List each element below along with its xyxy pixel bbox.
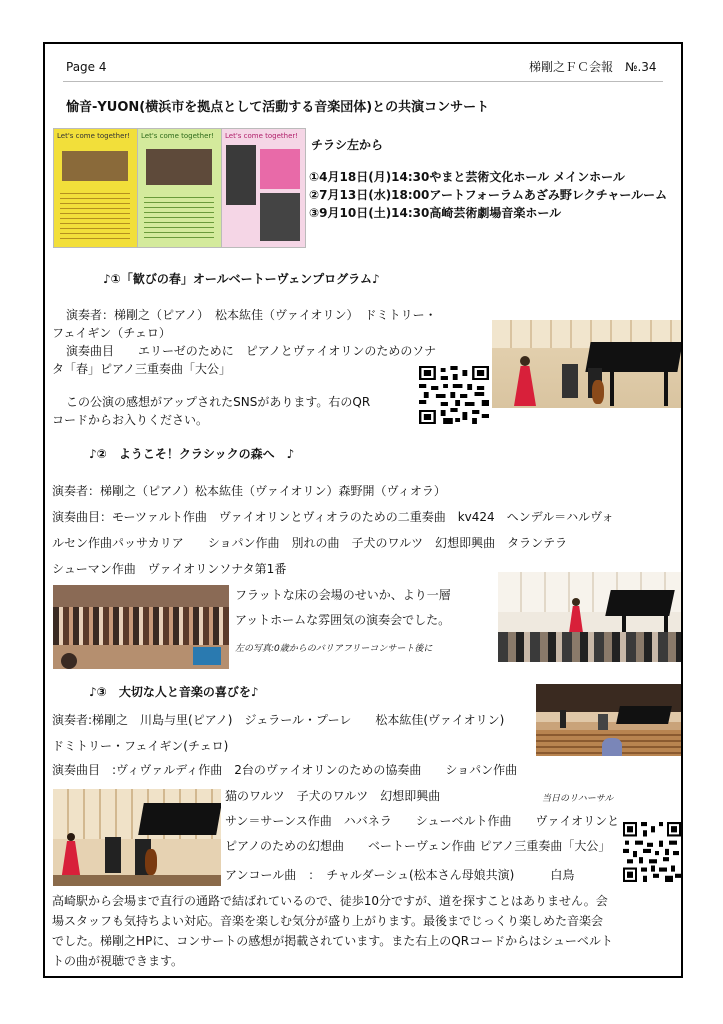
flyer-1-image: Let's come together!: [53, 128, 138, 248]
section-3-performers-cont: ドミトリー・フェイギン(チェロ): [52, 739, 229, 753]
closing-line-3: でした。梯剛之HPに、コンサートの感想が掲載されています。また右上のQRコードからはシューベルト: [52, 934, 613, 948]
section-1-performers-cont: フェイギン（チェロ）: [52, 326, 171, 340]
section-2-performers: 演奏者：梯剛之（ピアノ）松本紘佳（ヴァイオリン）森野開（ヴィオラ）: [52, 484, 446, 498]
rehearsal-caption: 当日のリハーサル: [542, 794, 614, 804]
trio-photo: [53, 789, 221, 886]
concert-date-3: ③9月10日(土)14:30高崎芸術劇場音楽ホール: [309, 206, 562, 220]
section-1-heading: ♪①「歓びの春」オールベートーヴェンプログラム♪: [103, 272, 380, 286]
closing-line-4: トの曲が視聴できます。: [52, 954, 184, 968]
concert-date-2: ②7月13日(水)18:00アートフォーラムあざみ野レクチャールーム: [309, 188, 668, 202]
section-3-encore: アンコール曲 ： チャルダーシュ(松本さん母娘共演) 白鳥: [225, 868, 575, 882]
flyer-2-image: Let's come together!: [137, 128, 222, 248]
section-1-program-cont: タ「春」ピアノ三重奏曲「大公」: [52, 362, 232, 376]
section-2-program-cont: ルセン作曲パッサカリア ショパン作曲 別れの曲 子犬のワルツ 幻想即興曲 タランテラ: [52, 536, 568, 550]
section-3-program-cont-3: ピアノのための幻想曲 ベートーヴェン作曲 ピアノ三重奏曲「大公」: [225, 839, 611, 853]
concert-photo-1: [492, 320, 681, 408]
section-3-program: 演奏曲目 :ヴィヴァルディ作曲 2台のヴァイオリンのための協奏曲 ショパン作曲: [52, 763, 518, 777]
section-2-note-cont: アットホームな雰囲気の演奏会でした。: [235, 613, 451, 627]
section-3-program-cont-2: サン＝サーンス作曲 ハバネラ シューベルト作曲 ヴァイオリンと: [225, 814, 620, 828]
qr-code-sns[interactable]: [419, 366, 489, 424]
section-2-program: 演奏曲目：モーツァルト作曲 ヴァイオリンとヴィオラのための二重奏曲 kv424 ヘンデル＝ハルヴォ: [52, 510, 614, 524]
section-2-heading: ♪② ようこそ！クラシックの森へ ♪: [89, 447, 295, 461]
audience-group-photo: [53, 585, 229, 669]
flyer-3-image: Let's come together!: [221, 128, 306, 248]
closing-line-1: 高崎駅から会場まで直行の通路で結ばれているので、徒歩10分ですが、道を探すことはありません。会: [52, 894, 608, 908]
section-3-heading: ♪③ 大切な人と音楽の喜びを♪: [89, 685, 259, 699]
page-number: Page 4: [66, 60, 107, 74]
header-divider: [63, 81, 663, 82]
qr-code-schubert[interactable]: [623, 822, 681, 882]
section-1-sns-note: この公演の感想がアップされたSNSがあります。右のQR: [66, 395, 371, 409]
audience-photo-caption: 左の写真:0歳からのバリアフリーコンサート後に: [235, 644, 433, 654]
section-1-performers: 演奏者：梯剛之（ピアノ） 松本紘佳（ヴァイオリン） ドミトリー・: [66, 308, 437, 322]
newsletter-title: 梯剛之ＦＣ会報 №.34: [529, 60, 657, 74]
concert-date-1: ①4月18日(月)14:30やまと芸術文化ホール メインホール: [309, 170, 625, 184]
closing-line-2: 場スタッフも気持ちよい対応。音楽を楽しむ気分が盛り上がります。最後までじっくり楽しめた音楽会: [52, 914, 604, 928]
section-3-performers: 演奏者:梯剛之 川島与里(ピアノ) ジェラール・プーレ 松本紘佳(ヴァイオリン): [52, 713, 505, 727]
newsletter-page: [43, 42, 683, 978]
concert-photo-2: [498, 572, 681, 662]
section-3-program-cont: 猫のワルツ 子犬のワルツ 幻想即興曲: [225, 789, 441, 803]
rehearsal-photo: [536, 684, 681, 756]
flyer-caption: チラシ左から: [311, 138, 384, 152]
section-1-sns-note-cont: コードからお入りください。: [52, 413, 209, 427]
section-2-note: フラットな床の会場のせいか、より一層: [235, 588, 451, 602]
section-2-program-cont-2: シューマン作曲 ヴァイオリンソナタ第1番: [52, 562, 287, 576]
main-title: 愉音-YUON(横浜市を拠点として活動する音楽団体)との共演コンサート: [66, 100, 490, 115]
section-1-program: 演奏曲目 エリーゼのために ピアノとヴァイオリンのためのソナ: [66, 344, 437, 358]
